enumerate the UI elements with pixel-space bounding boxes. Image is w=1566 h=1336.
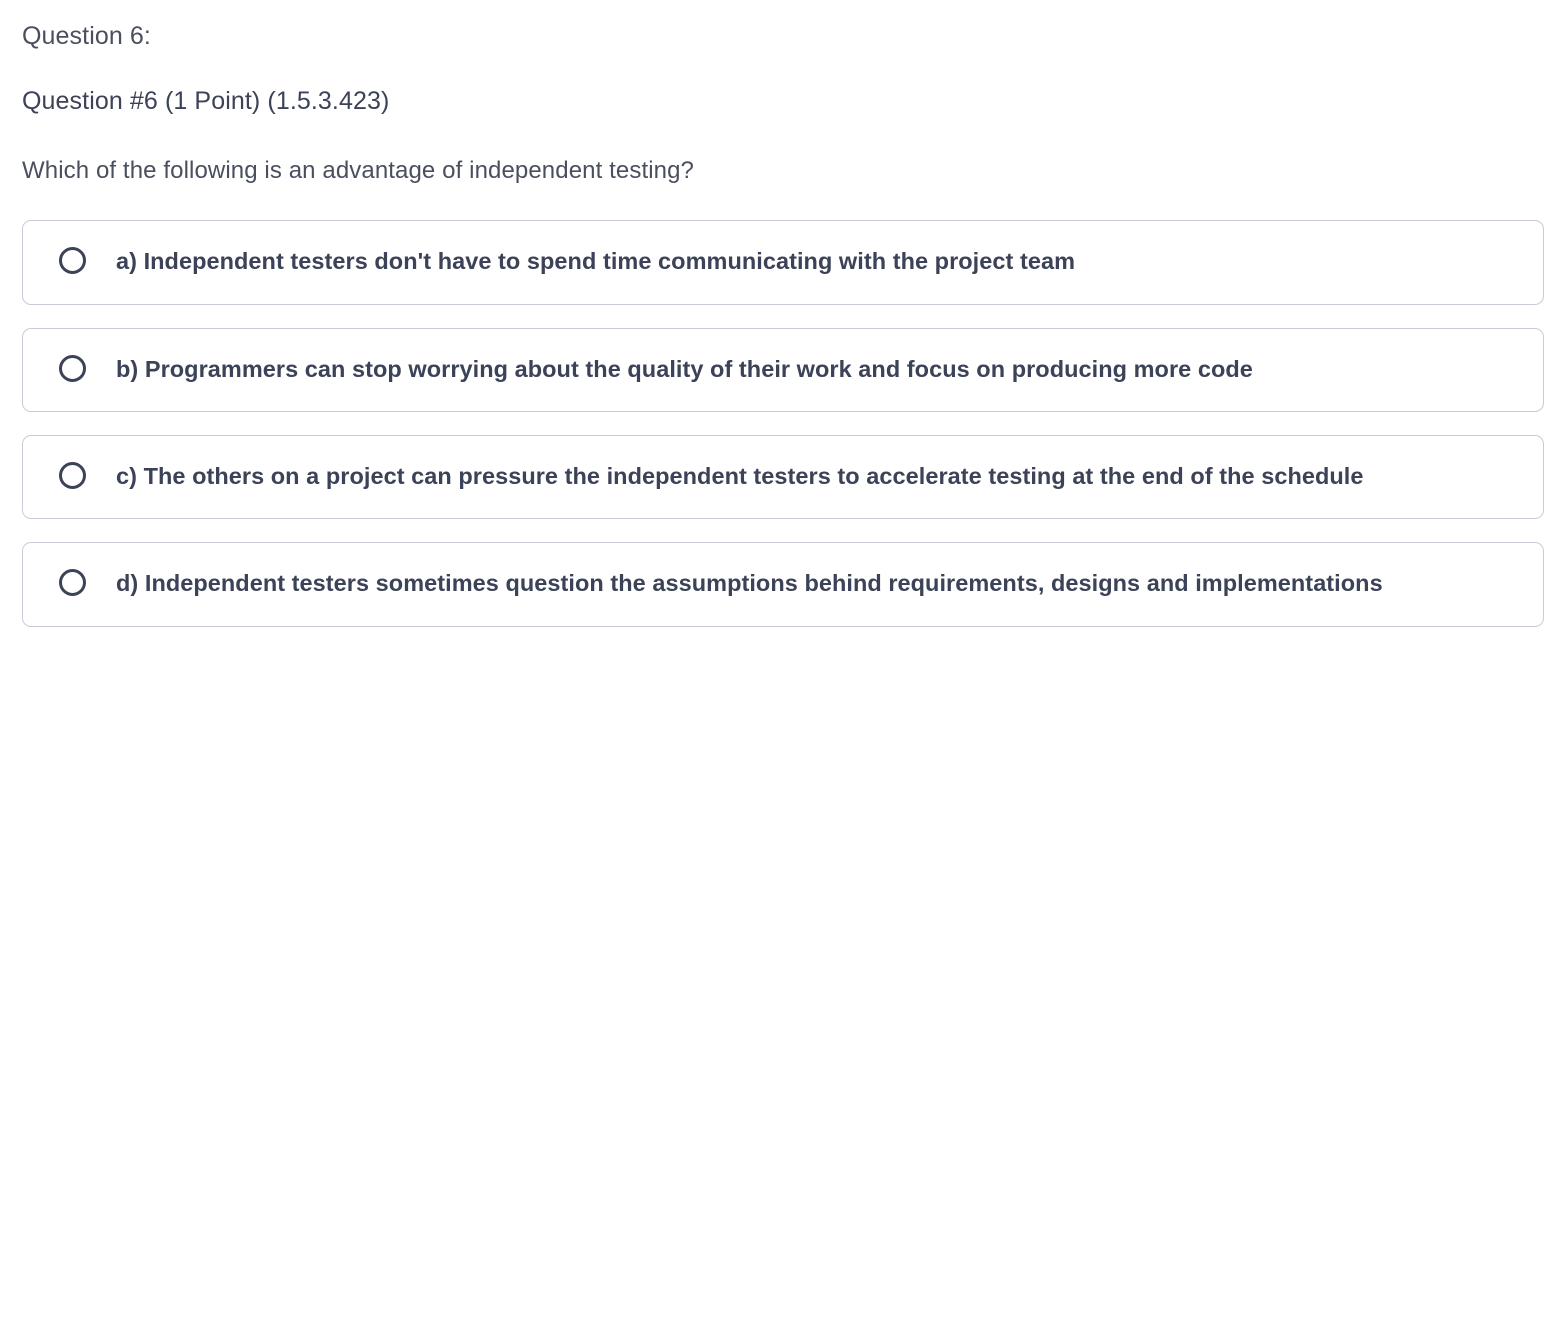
answer-option-label-d: d) Independent testers sometimes question the assumptions behind requirements, designs and implementations xyxy=(116,570,1383,597)
question-meta: Question #6 (1 Point) (1.5.3.423) xyxy=(22,86,390,115)
radio-button-icon-b[interactable] xyxy=(59,355,86,382)
question-page xyxy=(0,0,1566,627)
answer-option-label-b: b) Programmers can stop worrying about the quality of their work and focus on producing more code xyxy=(116,355,1253,382)
answer-option-label-c: c) The others on a project can pressure the independent testers to accelerate testing at the end of the schedule xyxy=(116,463,1364,490)
answer-option-b[interactable] xyxy=(22,328,1544,412)
radio-button-icon-d[interactable] xyxy=(59,569,86,596)
answer-option-label-a: a) Independent testers don't have to spend time communicating with the project team xyxy=(116,248,1076,275)
answer-options-list xyxy=(22,220,1544,626)
question-number-label: Question 6: xyxy=(22,22,151,50)
radio-button-icon-a[interactable] xyxy=(59,247,86,274)
question-prompt: Which of the following is an advantage of independent testing? xyxy=(22,157,694,184)
radio-button-icon-c[interactable] xyxy=(59,462,86,489)
answer-option-c[interactable] xyxy=(22,435,1544,519)
answer-option-d[interactable] xyxy=(22,542,1544,626)
answer-option-a[interactable] xyxy=(22,220,1544,304)
